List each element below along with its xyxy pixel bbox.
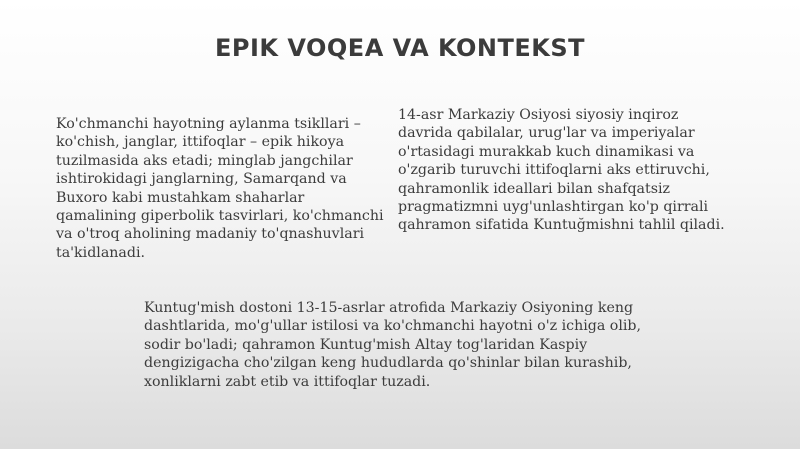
right-paragraph: 14-asr Markaziy Osiyosi siyosiy inqiroz davrida qabilalar, urug'lar va imperiyalar o'rtasidagi murakkab kuch dinamikasi va o'zgarib turuvchi ittifoqlarni aks ettiruvchi, qahramonlik ideallari bilan shafqatsiz pragmatizmni uyg'unlashtirgan ko'p qirrali qahramon sifatida Kuntuğmishni tahlil qiladi. [398, 107, 725, 234]
left-paragraph: Ko'chmanchi hayotning aylanma tsikllari – ko'chish, janglar, ittifoqlar – epik hikoya tuzilmasida aks etadi; minglab jangchilar ishtirokidagi janglarning, Samarqand va Buxoro kabi mustahkam shaharlar qamalining giperbolik tasvirlari, ko'chmanchi va o'troq aholining madaniy to'qnashuvlari ta'kidlanadi. [56, 116, 384, 261]
slide-title: EPIK VOQEA VA KONTEKST [214, 34, 586, 62]
bottom-paragraph: Kuntug'mish dostoni 13-15-asrlar atrofida Markaziy Osiyoning keng dashtlarida, mo'g'ullar istilosi va ko'chmanchi hayotni o'z ichiga olib, sodir bo'ladi; qahramon Kuntug'mish Altay tog'laridan Kaspiy dengizigacha cho'zilgan keng hududlarda qo'shinlar bilan kurashib, xonliklarni zabt etib va ittifoqlar tuzadi. [144, 300, 642, 390]
